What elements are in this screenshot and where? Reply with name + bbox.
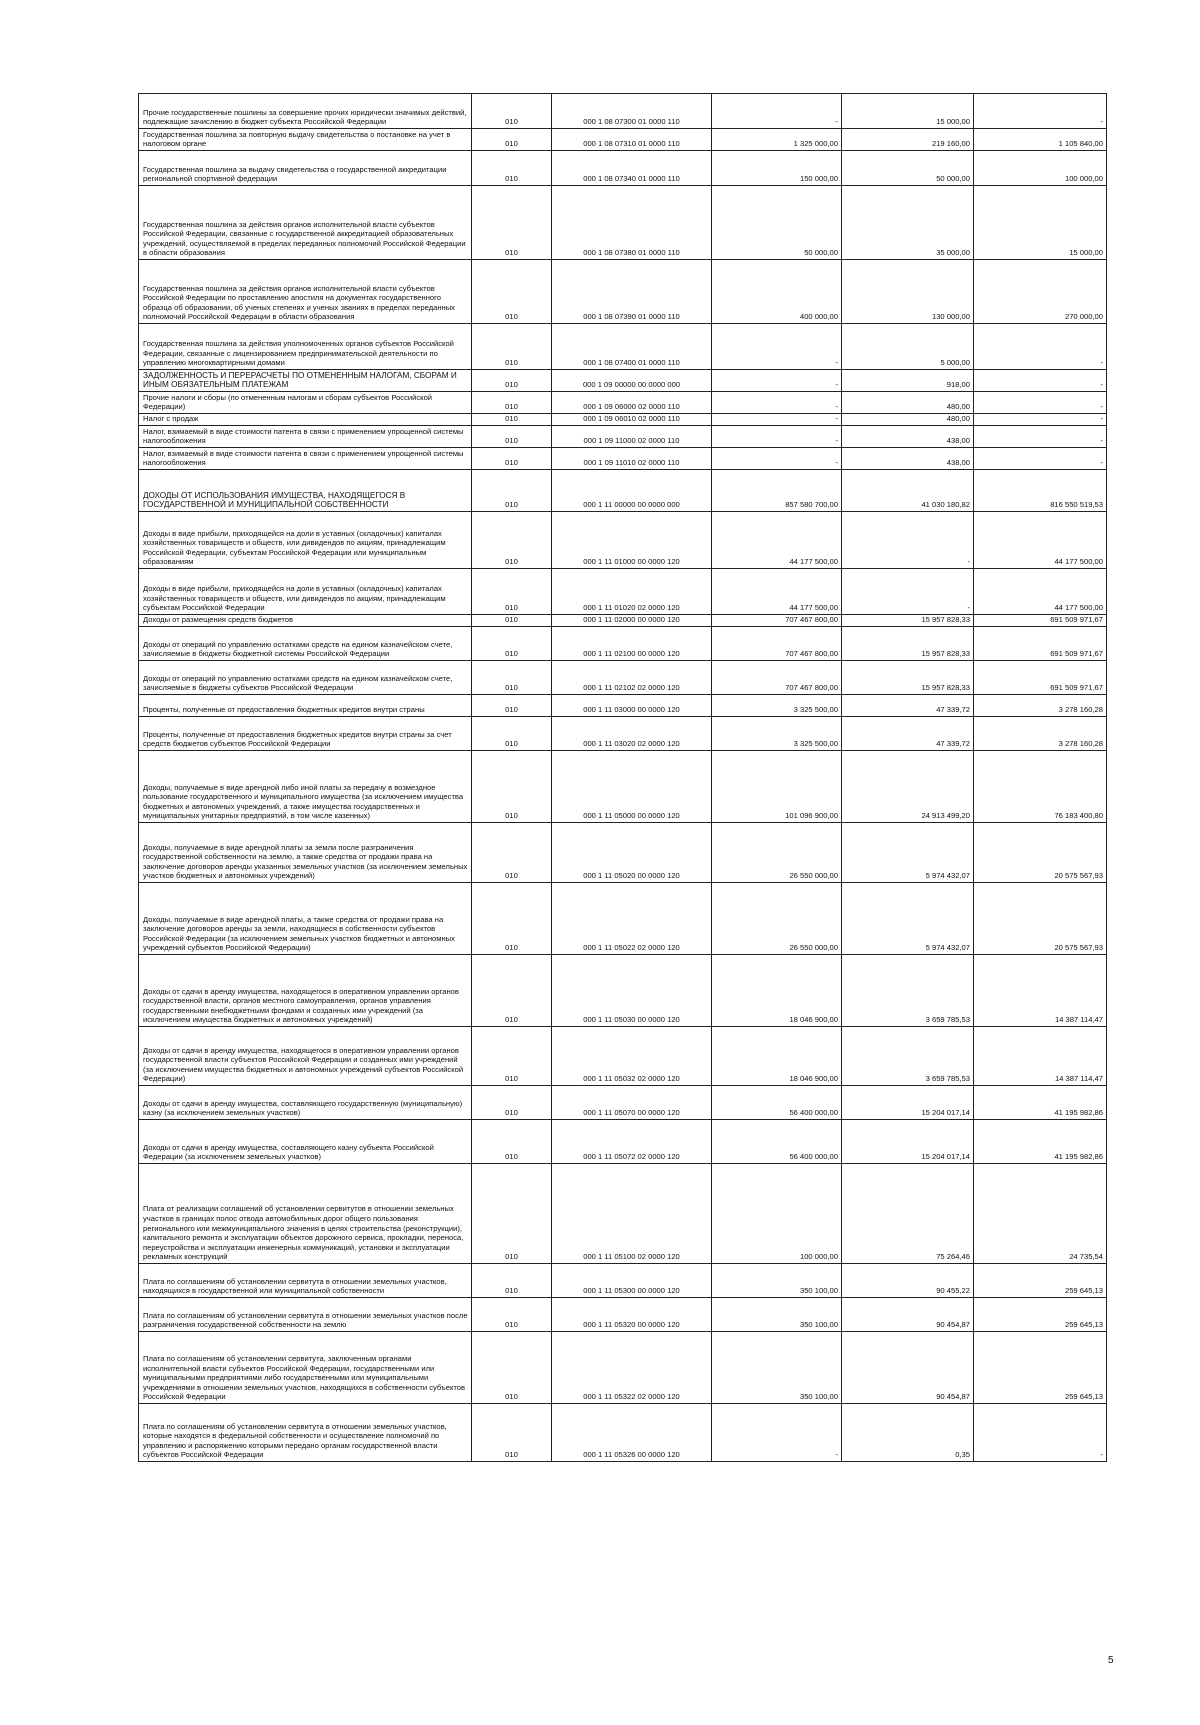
cell-budget-code: 000 1 08 07310 01 0000 110 [552,129,712,151]
cell-name: Доходы, получаемые в виде арендной либо иной платы за передачу в возмездное пользование государственного и муниципального имущества (за исключением имущества бюджетных и автономных учреждений, а также имущества государственных и муниципальных унитарных предприятий, в том числе казенных) [139,751,472,823]
cell-budget-code: 000 1 11 05322 02 0000 120 [552,1332,712,1404]
cell-name: Государственная пошлина за повторную выдачу свидетельства о постановке на учет в налоговом органе [139,129,472,151]
cell-line-code: 010 [472,883,552,955]
cell-executed: 75 264,46 [842,1164,974,1264]
cell-name: Государственная пошлина за действия органов исполнительной власти субъектов Российской Федерации по проставлению апостиля на документах государственного образца об образовании, об ученых степенях и ученых званиях в пределах переданных полномочий Российской Федерации в области образования [139,260,472,324]
cell-unexecuted: - [974,448,1107,470]
cell-name: Прочие налоги и сборы (по отмененным налогам и сборам субъектов Российской Федерации) [139,392,472,414]
cell-approved: 707 467 800,00 [712,661,842,695]
cell-budget-code: 000 1 11 05326 00 0000 120 [552,1404,712,1462]
cell-approved: - [712,324,842,370]
cell-unexecuted: - [974,414,1107,426]
table-row [139,186,1107,260]
cell-unexecuted: 691 509 971,67 [974,661,1107,695]
cell-unexecuted: - [974,94,1107,129]
table-row [139,1086,1107,1120]
cell-name: Доходы, получаемые в виде арендной платы за земли после разграничения государственной собственности на землю, а также средства от продажи права на заключение договоров аренды указанных земельных участков (за исключением земельных участков бюджетных и автономных учреждений) [139,823,472,883]
cell-budget-code: 000 1 11 03020 02 0000 120 [552,717,712,751]
cell-budget-code: 000 1 08 07300 01 0000 110 [552,94,712,129]
cell-unexecuted: 76 183 400,80 [974,751,1107,823]
cell-executed: 438,00 [842,426,974,448]
cell-approved: 3 325 500,00 [712,717,842,751]
cell-unexecuted: 100 000,00 [974,151,1107,186]
cell-approved: 56 400 000,00 [712,1120,842,1164]
cell-line-code: 010 [472,426,552,448]
cell-line-code: 010 [472,324,552,370]
cell-executed: 90 455,22 [842,1264,974,1298]
cell-approved: - [712,1404,842,1462]
cell-approved: 150 000,00 [712,151,842,186]
cell-line-code: 010 [472,823,552,883]
cell-line-code: 010 [472,470,552,512]
cell-approved: 50 000,00 [712,186,842,260]
cell-approved: 350 100,00 [712,1332,842,1404]
cell-budget-code: 000 1 09 11010 02 0000 110 [552,448,712,470]
cell-unexecuted: 3 278 160,28 [974,695,1107,717]
cell-budget-code: 000 1 11 02102 02 0000 120 [552,661,712,695]
cell-executed: 130 000,00 [842,260,974,324]
cell-executed: 50 000,00 [842,151,974,186]
table-row [139,448,1107,470]
cell-line-code: 010 [472,370,552,392]
cell-executed: 24 913 499,20 [842,751,974,823]
cell-unexecuted: 691 509 971,67 [974,615,1107,627]
cell-executed: 15 204 017,14 [842,1120,974,1164]
cell-name: Налог, взимаемый в виде стоимости патента в связи с применением упрощенной системы налогообложения [139,426,472,448]
cell-line-code: 010 [472,151,552,186]
cell-name: Государственная пошлина за выдачу свидетельства о государственной аккредитации региональной спортивной федерации [139,151,472,186]
cell-budget-code: 000 1 11 02100 00 0000 120 [552,627,712,661]
cell-budget-code: 000 1 11 05000 00 0000 120 [552,751,712,823]
cell-approved: - [712,414,842,426]
table-row [139,151,1107,186]
cell-executed: 47 339,72 [842,695,974,717]
cell-executed: 918,00 [842,370,974,392]
cell-line-code: 010 [472,569,552,615]
cell-budget-code: 000 1 09 00000 00 0000 000 [552,370,712,392]
table-row [139,1027,1107,1086]
table-row [139,695,1107,717]
cell-line-code: 010 [472,627,552,661]
table-row [139,426,1107,448]
cell-name: ДОХОДЫ ОТ ИСПОЛЬЗОВАНИЯ ИМУЩЕСТВА, НАХОДЯЩЕГОСЯ В ГОСУДАРСТВЕННОЙ И МУНИЦИПАЛЬНОЙ СОБСТВЕННОСТИ [139,470,472,512]
cell-executed: 15 957 828,33 [842,661,974,695]
table-row [139,414,1107,426]
cell-line-code: 010 [472,695,552,717]
cell-name: Доходы от сдачи в аренду имущества, составляющего государственную (муниципальную) казну (за исключением земельных участков) [139,1086,472,1120]
cell-budget-code: 000 1 11 03000 00 0000 120 [552,695,712,717]
cell-line-code: 010 [472,392,552,414]
cell-line-code: 010 [472,1404,552,1462]
cell-unexecuted: - [974,392,1107,414]
table-row [139,370,1107,392]
cell-budget-code: 000 1 11 05300 00 0000 120 [552,1264,712,1298]
cell-approved: - [712,94,842,129]
cell-name: Доходы от операций по управлению остатками средств на едином казначейском счете, зачисляемые в бюджеты бюджетной системы Российской Федерации [139,627,472,661]
cell-budget-code: 000 1 11 05100 02 0000 120 [552,1164,712,1264]
cell-line-code: 010 [472,186,552,260]
cell-budget-code: 000 1 08 07380 01 0000 110 [552,186,712,260]
cell-line-code: 010 [472,1120,552,1164]
table-row [139,627,1107,661]
page-number: 5 [1108,1655,1114,1666]
cell-executed: - [842,569,974,615]
cell-line-code: 010 [472,1027,552,1086]
cell-executed: 5 974 432,07 [842,823,974,883]
cell-line-code: 010 [472,615,552,627]
cell-budget-code: 000 1 11 05320 00 0000 120 [552,1298,712,1332]
cell-executed: 15 204 017,14 [842,1086,974,1120]
table-row [139,1264,1107,1298]
cell-line-code: 010 [472,1332,552,1404]
table-body [139,94,1107,1462]
cell-executed: 41 030 180,82 [842,470,974,512]
cell-executed: 90 454,87 [842,1298,974,1332]
table-row [139,1404,1107,1462]
cell-unexecuted: 24 735,54 [974,1164,1107,1264]
table-row [139,955,1107,1027]
cell-line-code: 010 [472,94,552,129]
cell-name: Государственная пошлина за действия уполномоченных органов субъектов Российской Федерации, связанные с лицензированием предпринимательской деятельности по управлению многоквартирными домами [139,324,472,370]
cell-unexecuted: 20 575 567,93 [974,823,1107,883]
cell-approved: 44 177 500,00 [712,569,842,615]
cell-name: Плата по соглашениям об установлении сервитута в отношении земельных участков, которые находятся в федеральной собственности и осуществление полномочий по управлению и распоряжению которыми передано органам государственной власти субъектов Российской Федерации [139,1404,472,1462]
table-row [139,717,1107,751]
cell-budget-code: 000 1 11 05020 00 0000 120 [552,823,712,883]
cell-budget-code: 000 1 08 07340 01 0000 110 [552,151,712,186]
cell-budget-code: 000 1 11 05070 00 0000 120 [552,1086,712,1120]
cell-executed: 47 339,72 [842,717,974,751]
cell-unexecuted: 270 000,00 [974,260,1107,324]
cell-executed: 15 957 828,33 [842,627,974,661]
cell-approved: 18 046 900,00 [712,955,842,1027]
cell-executed: 0,35 [842,1404,974,1462]
cell-line-code: 010 [472,955,552,1027]
cell-executed: 3 659 785,53 [842,955,974,1027]
cell-name: Государственная пошлина за действия органов исполнительной власти субъектов Российской Федерации, связанные с государственной аккредитацией образовательных учреждений, осуществляемой в пределах переданных полномочий Российской Федерации в области образования [139,186,472,260]
cell-name: Доходы от сдачи в аренду имущества, находящегося в оперативном управлении органов государственной власти, органов местного самоуправления, органов управления государственными внебюджетными фондами и созданных ими учреждений (за исключением имущества бюджетных и автономных учреждений) [139,955,472,1027]
cell-unexecuted: 14 387 114,47 [974,955,1107,1027]
table-row [139,569,1107,615]
cell-approved: 26 550 000,00 [712,823,842,883]
cell-unexecuted: 3 278 160,28 [974,717,1107,751]
cell-unexecuted: - [974,1404,1107,1462]
cell-approved: 100 000,00 [712,1164,842,1264]
table-row [139,823,1107,883]
table-row [139,392,1107,414]
cell-approved: 44 177 500,00 [712,512,842,569]
cell-approved: 56 400 000,00 [712,1086,842,1120]
table-row [139,324,1107,370]
cell-budget-code: 000 1 11 00000 00 0000 000 [552,470,712,512]
table-row [139,1164,1107,1264]
cell-name: ЗАДОЛЖЕННОСТЬ И ПЕРЕРАСЧЕТЫ ПО ОТМЕНЕННЫМ НАЛОГАМ, СБОРАМ И ИНЫМ ОБЯЗАТЕЛЬНЫМ ПЛАТЕЖАМ [139,370,472,392]
cell-line-code: 010 [472,661,552,695]
cell-unexecuted: 259 645,13 [974,1332,1107,1404]
table-row [139,1120,1107,1164]
table-row [139,751,1107,823]
cell-line-code: 010 [472,260,552,324]
cell-approved: 3 325 500,00 [712,695,842,717]
cell-approved: 101 096 900,00 [712,751,842,823]
cell-unexecuted: 41 195 982,86 [974,1120,1107,1164]
cell-name: Прочие государственные пошлины за совершение прочих юридически значимых действий, подлежащие зачислению в бюджет субъекта Российской Федерации [139,94,472,129]
cell-name: Доходы в виде прибыли, приходящейся на доли в уставных (складочных) капиталах хозяйственных товариществ и обществ, или дивидендов по акциям, принадлежащим Российской Федерации, субъектам Российской Федерации или муниципальным образованиям [139,512,472,569]
cell-approved: 350 100,00 [712,1298,842,1332]
cell-unexecuted: 259 645,13 [974,1298,1107,1332]
cell-approved: - [712,448,842,470]
table-row [139,1332,1107,1404]
cell-budget-code: 000 1 11 01000 00 0000 120 [552,512,712,569]
cell-approved: 18 046 900,00 [712,1027,842,1086]
cell-line-code: 010 [472,751,552,823]
cell-budget-code: 000 1 11 01020 02 0000 120 [552,569,712,615]
cell-unexecuted: 44 177 500,00 [974,569,1107,615]
table-row [139,129,1107,151]
cell-unexecuted: 14 387 114,47 [974,1027,1107,1086]
cell-line-code: 010 [472,1264,552,1298]
cell-unexecuted: 20 575 567,93 [974,883,1107,955]
cell-unexecuted: 1 105 840,00 [974,129,1107,151]
cell-approved: 707 467 800,00 [712,615,842,627]
cell-name: Доходы, получаемые в виде арендной платы, а также средства от продажи права на заключение договоров аренды за земли, находящиеся в собственности субъектов Российской Федерации (за исключением земельных участков бюджетных и автономных учреждений субъектов Российской Федерации) [139,883,472,955]
cell-line-code: 010 [472,414,552,426]
cell-budget-code: 000 1 11 05032 02 0000 120 [552,1027,712,1086]
table-row [139,94,1107,129]
table-row [139,260,1107,324]
cell-executed: 5 000,00 [842,324,974,370]
cell-approved: 350 100,00 [712,1264,842,1298]
cell-approved: - [712,370,842,392]
cell-executed: 90 454,87 [842,1332,974,1404]
cell-budget-code: 000 1 11 05072 02 0000 120 [552,1120,712,1164]
cell-line-code: 010 [472,1164,552,1264]
cell-name: Проценты, полученные от предоставления бюджетных кредитов внутри страны за счет средств бюджетов субъектов Российской Федерации [139,717,472,751]
cell-approved: 857 580 700,00 [712,470,842,512]
cell-budget-code: 000 1 09 06010 02 0000 110 [552,414,712,426]
cell-name: Налог, взимаемый в виде стоимости патента в связи с применением упрощенной системы налогообложения [139,448,472,470]
cell-budget-code: 000 1 11 05030 00 0000 120 [552,955,712,1027]
cell-executed: 438,00 [842,448,974,470]
cell-unexecuted: 816 550 519,53 [974,470,1107,512]
cell-unexecuted: 15 000,00 [974,186,1107,260]
cell-approved: 400 000,00 [712,260,842,324]
cell-unexecuted: - [974,370,1107,392]
cell-line-code: 010 [472,448,552,470]
cell-name: Доходы от сдачи в аренду имущества, составляющего казну субъекта Российской Федерации (за исключением земельных участков) [139,1120,472,1164]
cell-line-code: 010 [472,129,552,151]
cell-unexecuted: 44 177 500,00 [974,512,1107,569]
cell-line-code: 010 [472,717,552,751]
cell-name: Плата по соглашениям об установлении сервитута в отношении земельных участков, находящихся в государственной или муниципальной собственности [139,1264,472,1298]
cell-name: Доходы в виде прибыли, приходящейся на доли в уставных (складочных) капиталах хозяйственных товариществ и обществ, или дивидендов по акциям, принадлежащим субъектам Российской Федерации [139,569,472,615]
cell-name: Доходы от сдачи в аренду имущества, находящегося в оперативном управлении органов государственной власти субъектов Российской Федерации и созданных ими учреждений (за исключением имущества бюджетных и автономных учреждений субъектов Российской Федерации) [139,1027,472,1086]
cell-line-code: 010 [472,1298,552,1332]
cell-executed: - [842,512,974,569]
table-row [139,470,1107,512]
cell-executed: 3 659 785,53 [842,1027,974,1086]
cell-line-code: 010 [472,1086,552,1120]
cell-name: Проценты, полученные от предоставления бюджетных кредитов внутри страны [139,695,472,717]
cell-approved: - [712,426,842,448]
cell-executed: 480,00 [842,392,974,414]
table-row [139,512,1107,569]
cell-name: Плата по соглашениям об установлении сервитута, заключенным органами исполнительной власти субъектов Российской Федерации, государственными или муниципальными предприятиями либо государственными или муниципальными учреждениями в отношении земельных участков, находящихся в собственности субъектов Российской Федерации [139,1332,472,1404]
cell-budget-code: 000 1 08 07400 01 0000 110 [552,324,712,370]
cell-approved: - [712,392,842,414]
cell-executed: 15 957 828,33 [842,615,974,627]
cell-executed: 480,00 [842,414,974,426]
cell-unexecuted: 41 195 982,86 [974,1086,1107,1120]
table-row [139,615,1107,627]
cell-budget-code: 000 1 09 06000 02 0000 110 [552,392,712,414]
cell-unexecuted: 691 509 971,67 [974,627,1107,661]
table-row [139,883,1107,955]
cell-name: Плата по соглашениям об установлении сервитута в отношении земельных участков после разграничения государственной собственности на землю [139,1298,472,1332]
cell-name: Доходы от операций по управлению остатками средств на едином казначейском счете, зачисляемые в бюджеты субъектов Российской Федерации [139,661,472,695]
cell-executed: 5 974 432,07 [842,883,974,955]
cell-executed: 15 000,00 [842,94,974,129]
cell-unexecuted: 259 645,13 [974,1264,1107,1298]
cell-unexecuted: - [974,426,1107,448]
cell-line-code: 010 [472,512,552,569]
cell-unexecuted: - [974,324,1107,370]
cell-name: Плата от реализации соглашений об установлении сервитутов в отношении земельных участков в границах полос отвода автомобильных дорог общего пользования регионального или межмуниципального значения в целях строительства (реконструкции), капитального ремонта и эксплуатации объектов дорожного сервиса, прокладки, переноса, переустройства и эксплуатации инженерных коммуникаций, установки и эксплуатации рекламных конструкций [139,1164,472,1264]
cell-approved: 707 467 800,00 [712,627,842,661]
cell-budget-code: 000 1 08 07390 01 0000 110 [552,260,712,324]
cell-executed: 35 000,00 [842,186,974,260]
table-row [139,661,1107,695]
cell-name: Доходы от размещения средств бюджетов [139,615,472,627]
cell-budget-code: 000 1 11 02000 00 0000 120 [552,615,712,627]
cell-budget-code: 000 1 11 05022 02 0000 120 [552,883,712,955]
cell-approved: 26 550 000,00 [712,883,842,955]
cell-budget-code: 000 1 09 11000 02 0000 110 [552,426,712,448]
table-row [139,1298,1107,1332]
cell-name: Налог с продаж [139,414,472,426]
cell-approved: 1 325 000,00 [712,129,842,151]
revenue-execution-table [138,93,1107,1462]
cell-executed: 219 160,00 [842,129,974,151]
